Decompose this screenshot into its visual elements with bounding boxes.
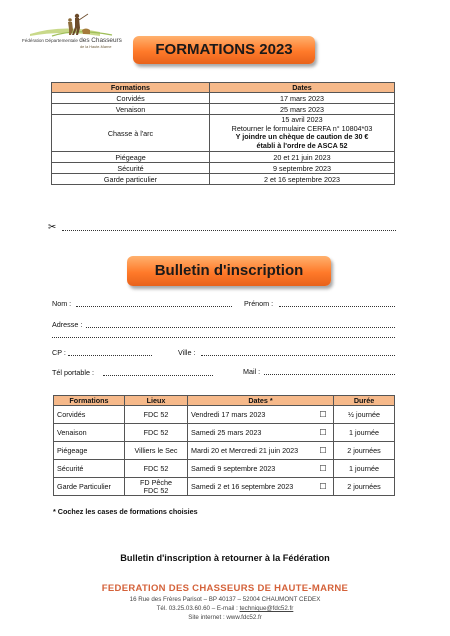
- duree-cell: 1 journée: [334, 424, 395, 442]
- registration-table: [53, 395, 395, 496]
- date-cell: 17 mars 2023: [210, 93, 395, 104]
- date-cell: [210, 115, 395, 152]
- federation-contact: [0, 605, 450, 612]
- mail-field[interactable]: [264, 374, 395, 375]
- table-row: [52, 174, 395, 185]
- lieu-line: FDC 52: [143, 485, 169, 495]
- cut-line: [62, 230, 396, 231]
- logo-org-sub: de la Haute-Marne: [80, 45, 112, 49]
- formation-checkbox[interactable]: ☐: [313, 406, 334, 424]
- table-row: [52, 93, 395, 104]
- tel-label: Tél portable :: [52, 368, 94, 377]
- lieu-cell: Villiers le Sec: [125, 442, 188, 460]
- col-header-lieux: Lieux: [125, 396, 188, 406]
- table-row: [54, 424, 395, 442]
- col-header-dates: Dates: [210, 83, 395, 93]
- date-cell: Samedi 2 et 16 septembre 2023: [188, 478, 314, 496]
- formation-cell: Garde Particulier: [54, 478, 125, 496]
- date-cell: Mardi 20 et Mercredi 21 juin 2023: [188, 442, 314, 460]
- table-row: [52, 152, 395, 163]
- formation-cell: Sécurité: [54, 460, 125, 478]
- formation-checkbox[interactable]: ☐: [313, 424, 334, 442]
- date-cell: 9 septembre 2023: [210, 163, 395, 174]
- formation-cell: Sécurité: [52, 163, 210, 174]
- date-cell: 25 mars 2023: [210, 104, 395, 115]
- formations-schedule-table: [51, 82, 395, 185]
- hunters-silhouette-icon: [22, 10, 132, 40]
- lieu-cell: FDC 52: [125, 460, 188, 478]
- table-row: [54, 406, 395, 424]
- formation-cell: Chasse à l'arc: [52, 115, 210, 152]
- date-cell: Samedi 25 mars 2023: [188, 424, 314, 442]
- formation-checkbox[interactable]: ☐: [313, 460, 334, 478]
- cerfa-instruction: Retourner le formulaire CERFA n° 10804*03: [231, 123, 373, 133]
- ville-field[interactable]: [201, 355, 395, 356]
- federation-address: 16 Rue des Frères Parisot – BP 40137 – 52004 CHAUMONT CEDEX: [129, 596, 321, 603]
- logo-org-prefix: Fédération Départementale: [22, 38, 78, 43]
- page-title: FORMATIONS 2023: [133, 36, 315, 64]
- col-header-dates: Dates *: [188, 396, 334, 406]
- cheque-payee: établi à l'ordre de ASCA 52: [256, 140, 348, 150]
- scissors-icon: ✂: [48, 222, 57, 233]
- logo-org-main: des Chasseurs: [79, 37, 122, 44]
- bulletin-title: Bulletin d'inscription: [127, 256, 331, 286]
- table-row: [54, 460, 395, 478]
- col-header-formations: Formations: [52, 83, 210, 93]
- table-row: [52, 163, 395, 174]
- col-header-duree: Durée: [334, 396, 395, 406]
- cp-label: CP :: [52, 348, 66, 357]
- return-instruction: Bulletin d'inscription à retourner à la Fédération: [120, 553, 330, 563]
- tel-field[interactable]: [103, 375, 213, 376]
- formation-cell: Corvidés: [52, 93, 210, 104]
- federation-logo: [22, 10, 132, 52]
- ville-label: Ville :: [178, 348, 196, 357]
- table-row: [52, 115, 395, 152]
- formation-cell: Garde particulier: [52, 174, 210, 185]
- formation-cell: Piégeage: [52, 152, 210, 163]
- adresse-field[interactable]: [86, 327, 395, 328]
- website-text: Site internet : www.fdc52.fr: [188, 614, 262, 621]
- phone-text: Tél. 03.25.03.60.60 – E-mail :: [156, 605, 238, 612]
- table-row: [54, 478, 395, 496]
- duree-cell: 2 journées: [334, 442, 395, 460]
- table-row: [54, 442, 395, 460]
- adresse-field-line2[interactable]: [52, 337, 395, 338]
- formation-checkbox[interactable]: ☐: [313, 442, 334, 460]
- formation-checkbox[interactable]: ☐: [313, 478, 334, 496]
- lieu-cell: FDC 52: [125, 424, 188, 442]
- formation-cell: Piégeage: [54, 442, 125, 460]
- date-line: 15 avril 2023: [281, 115, 323, 124]
- prenom-label: Prénom :: [244, 299, 274, 308]
- date-cell: Samedi 9 septembre 2023: [188, 460, 314, 478]
- formation-cell: Venaison: [54, 424, 125, 442]
- formation-cell: Venaison: [52, 104, 210, 115]
- duree-cell: 1 journée: [334, 460, 395, 478]
- duree-cell: 2 journées: [334, 478, 395, 496]
- date-cell: Vendredi 17 mars 2023: [188, 406, 314, 424]
- date-cell: 20 et 21 juin 2023: [210, 152, 395, 163]
- date-cell: 2 et 16 septembre 2023: [210, 174, 395, 185]
- cp-field[interactable]: [68, 355, 152, 356]
- logo-org-name: [22, 37, 122, 44]
- lieu-line: FD Pêche: [140, 477, 172, 487]
- lieu-cell: FDC 52: [125, 406, 188, 424]
- nom-label: Nom :: [52, 299, 72, 308]
- formation-cell: Corvidés: [54, 406, 125, 424]
- federation-name: FEDERATION DES CHASSEURS DE HAUTE-MARNE: [101, 583, 349, 594]
- nom-field[interactable]: [76, 306, 232, 307]
- col-header-formations: Formations: [54, 396, 125, 406]
- email-link[interactable]: technique@fdc52.fr: [239, 605, 294, 612]
- lieu-cell: [125, 478, 188, 496]
- mail-label: Mail :: [243, 367, 261, 376]
- prenom-field[interactable]: [279, 306, 395, 307]
- checkbox-note: * Cochez les cases de formations choisies: [53, 507, 198, 516]
- cheque-instruction: Y joindre un chèque de caution de 30 €: [235, 132, 369, 141]
- adresse-label: Adresse :: [52, 320, 83, 329]
- duree-cell: ½ journée: [334, 406, 395, 424]
- table-row: [52, 104, 395, 115]
